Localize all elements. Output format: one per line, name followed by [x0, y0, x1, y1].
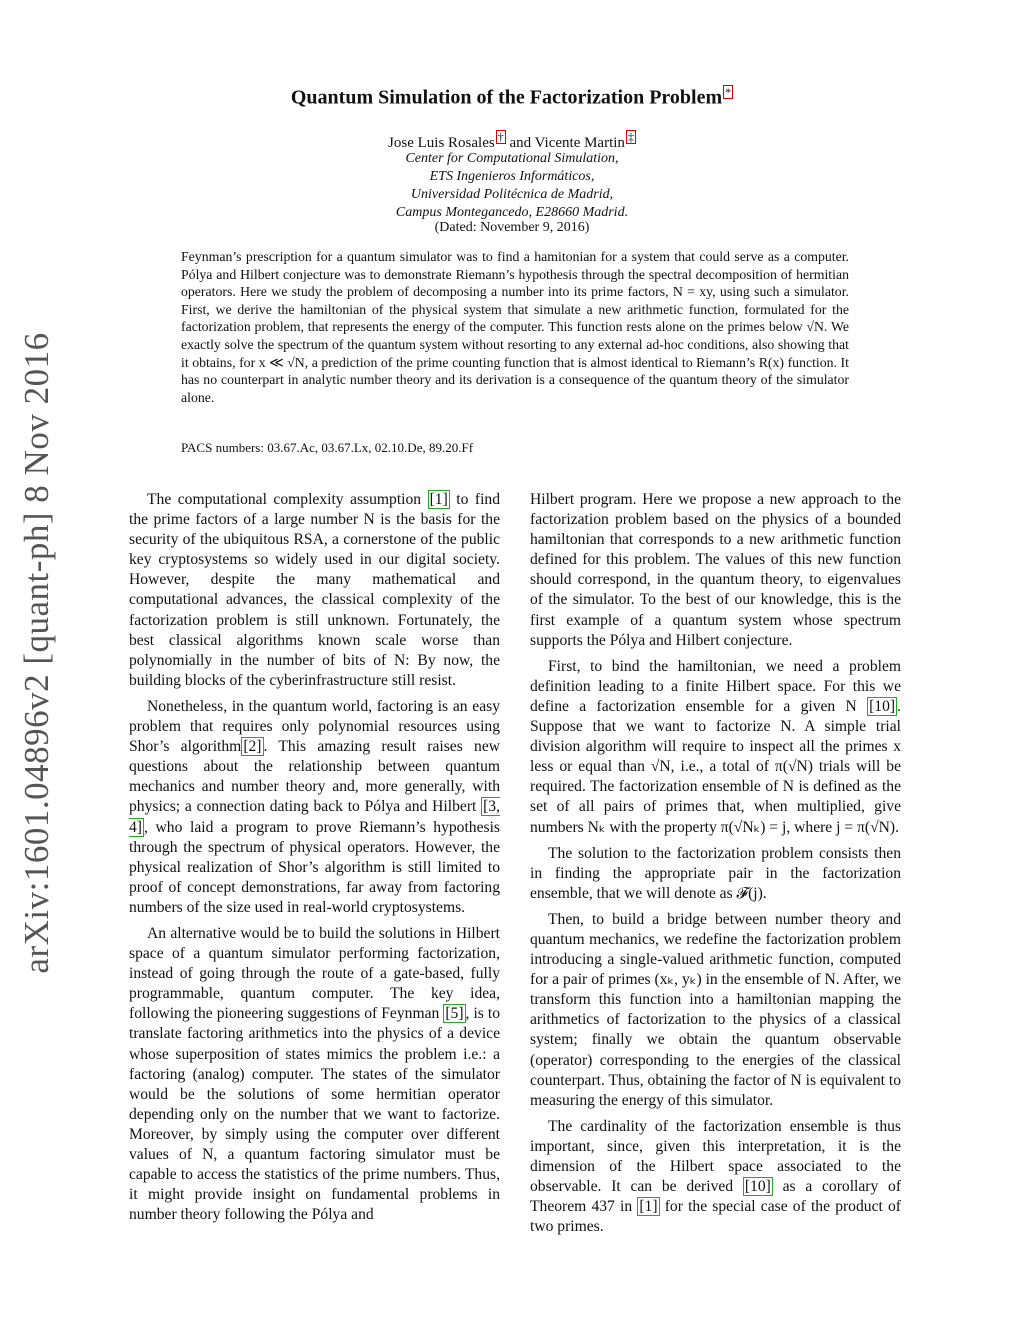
paragraph: Hilbert program. Here we propose a new approach to the factorization problem based on the physics of a bounded hamiltonian that corresponds to a new arithmetic function defined for this problem. The values of this new function should correspond, in the quantum theory, to eigenvalues of the simulator. To the best of our knowledge, this is the first example of a quantum system whose spectrum supports the Pólya and Hilbert conjecture.	[530, 491, 901, 649]
paragraph: The computational complexity assumption [1] to find the prime factors of a large number N is the basis for the security of the ubiquitous RSA, a cornerstone of the public key cryptosystems so widely used in our digital society. However, despite the many mathematical and computational advances, the classical complexity of the factorization problem is still unknown. Fortunately, the best classical algorithms known scale worse than polynomially in the number of bits of N: By now, the building blocks of the cyberinfrastructure still resist.	[129, 491, 500, 689]
paragraph: An alternative would be to build the solutions in Hilbert space of a quantum simulator performing factorization, instead of going through the route of a gate-based, fully programmable, quantum computer. The key idea, following the pioneering suggestions of Feynman [5] , is to translate factoring arithmetics into the physics of a device whose superposition of states mimics the problem i.e.: a factoring (analog) computer. The states of the simulator would be the solutions of some hermitian operator depending only on the number that we want to factorize. Moreover, by simply using the computer over different values of N, a quantum factoring simulator must be capable to access the statistics of the prime numbers. Thus, it might provide insight on fundamental problems in number theory following the Pólya and	[129, 924, 500, 1224]
paper-title	[0, 85, 1024, 110]
paragraph: Then, to build a bridge between number theory and quantum mechanics, we redefine the factorization problem introducing a single-valued arithmetic function, computed for a pair of primes (xₖ, yₖ) in the ensemble of N. After, we transform this function into a hamiltonian mapping the arithmetics of factorization to the physics of a classical system; finally we obtain the quantum observable (operator) corresponding to the energies of the classical counterpart. Thus, obtaining the factor of N is equivalent to measuring the energy of this simulator.	[530, 910, 901, 1109]
author-line	[0, 130, 1024, 152]
citation-link[interactable]: [3, 4]	[129, 798, 500, 836]
author-2: Vicente Martin	[534, 135, 625, 151]
paragraph: The cardinality of the factorization ensemble is thus important, since, given this interpretation, it is the dimension of the Hilbert space associated to the observable. It can be derived [10] as a corollary of Theorem 437 in [1] for the special case of the product of two primes.	[530, 1117, 902, 1236]
citation-link[interactable]: [1]	[639, 1198, 658, 1216]
paragraph: First, to bind the hamiltonian, we need a problem definition leading to a finite Hilbert space. For this we define a factorization ensemble for a given N [10] . Suppose that we want to factorize N. A simple trial division algorithm will require to inspect all the primes x less or equal than √N, i.e., a total of π(√N) trials will be required. The factorization ensemble of N is defined as the set of all pairs of primes that, when multiplied, give numbers Nₖ with the property π(√Nₖ) = j, where j = π(√N).	[530, 657, 901, 836]
author-connector: and	[505, 135, 535, 151]
date-line: (Dated: November 9, 2016)	[434, 220, 590, 235]
citation-link[interactable]: [10]	[744, 1178, 771, 1196]
right-column	[530, 490, 901, 1243]
title-text: Quantum Simulation of the Factorization Problem	[290, 86, 723, 109]
citation-link[interactable]: [10]	[869, 697, 896, 715]
pacs-numbers: PACS numbers: 03.67.Ac, 03.67.Lx, 02.10.De, 89.20.Ff	[181, 440, 474, 455]
arxiv-identifier	[12, 331, 62, 974]
citation-link[interactable]: [1]	[429, 491, 448, 508]
affiliation-line: Campus Montegancedo, E28660 Madrid.	[395, 205, 629, 220]
title-footnote-link[interactable]: *	[725, 85, 732, 99]
affiliation-line: ETS Ingenieros Informáticos,	[429, 169, 595, 184]
affiliation	[0, 150, 1024, 222]
arxiv-identifier-text: arXiv:1601.04896v2 [quant-ph] 8 Nov 2016	[17, 331, 56, 974]
affiliation-line: Universidad Politécnica de Madrid,	[410, 187, 614, 202]
citation-link[interactable]: [5]	[445, 1005, 464, 1023]
author-1-footnote-link[interactable]: †	[497, 130, 504, 144]
left-column	[129, 490, 500, 1231]
author-2-footnote-link[interactable]: ‡	[627, 130, 634, 144]
citation-link[interactable]: [2]	[243, 738, 262, 756]
paragraph: The solution to the factorization problem consists then in finding the appropriate pair in the factorization ensemble, that we will denote as 𝓕(j).	[530, 844, 901, 902]
paragraph: Nonetheless, in the quantum world, factoring is an easy problem that requires only polynomial resources using Shor’s algorithm [2] . This amazing result raises new questions about the relationship between quantum mechanics and number theory and, more generally, with physics; a connection dating back to Pólya and Hilbert [3, 4] , who laid a program to prove Riemann’s hypothesis through the spectrum of physical operators. However, the physical realization of Shor’s algorithm is still limited to proof of concept demonstrations, far away from factoring numbers of the size used in real-world cryptosystems.	[129, 697, 500, 916]
author-1: Jose Luis Rosales	[388, 135, 495, 151]
affiliation-line: Center for Computational Simulation,	[405, 151, 619, 166]
abstract: Feynman’s prescription for a quantum simulator was to find a hamitonian for a system that could serve as a computer. Pólya and Hilbert conjecture was to demonstrate Riemann’s hypothesis through the spectral decomposition of hermitian operators. Here we study the problem of decomposing a number into its prime factors, N = xy, using such a simulator. First, we derive the hamiltonian of the physical system that simulate a new arithmetic function, formulated for the factorization problem, that represents the energy of the computer. This function rests alone on the primes below √N. We exactly solve the spectrum of the quantum system without resorting to any external ad-hoc conditions, also showing that it obtains, for x ≪ √N, a prediction of the prime counting function that is almost identical to Riemann’s R(x) function. It has no counterpart in analytic number theory and its derivation is a consequence of the quantum theory of the simulator alone.	[181, 249, 849, 405]
